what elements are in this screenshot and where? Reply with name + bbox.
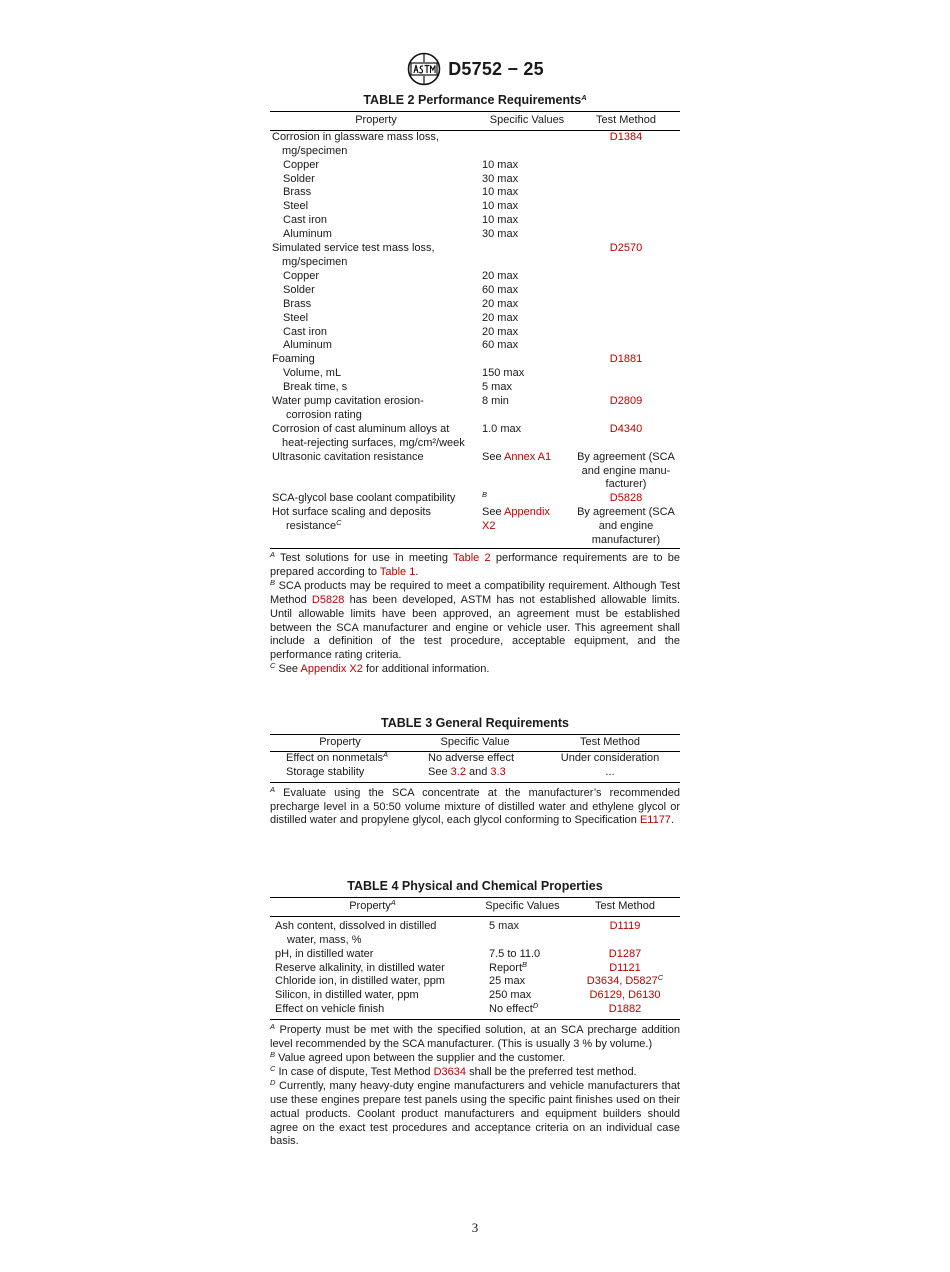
- table-row: Copper 10 max: [283, 158, 519, 171]
- table-row: Foaming D1881: [272, 353, 643, 366]
- table-row: Volume, mL 150 max: [283, 367, 525, 380]
- table-row: Steel 10 max: [283, 200, 519, 213]
- test-method-link[interactable]: D2809: [609, 395, 643, 408]
- table3-footnotes: [270, 784, 680, 829]
- col-header: Test Method: [570, 897, 680, 916]
- test-method-link[interactable]: D5827: [625, 975, 658, 988]
- table-row: Silicon, in distilled water, ppm 250 max D6129, D6130: [275, 989, 661, 1002]
- footnote: $^C$ See Appendix X2 for additional information.: [270, 661, 490, 676]
- test-method-link[interactable]: D6129: [589, 989, 622, 1002]
- section-3-2-link[interactable]: 3.2: [450, 765, 466, 778]
- table-row: pH, in distilled water 7.5 to 11.0 D1287: [275, 947, 642, 960]
- table-row: Solder 30 max: [283, 172, 519, 185]
- table-row: Chloride ion, in distilled water, ppm 25 max D3634, $D5827^C$: [275, 973, 664, 988]
- table-row: Brass 10 max: [283, 186, 519, 199]
- table-row: Brass 20 max: [283, 297, 519, 310]
- table-header-row: [270, 734, 680, 751]
- table-row: Reserve alkalinity, in distilled water Report$^B$ D1121: [275, 959, 641, 974]
- table4: [270, 897, 680, 1020]
- col-header: Specific Values: [482, 111, 572, 130]
- col-header: Test Method: [540, 734, 680, 751]
- table3-block: [270, 717, 680, 828]
- col-header: Specific Values: [475, 897, 570, 916]
- table1-link[interactable]: Table 1: [379, 565, 416, 578]
- table-row: Aluminum 30 max: [283, 228, 519, 241]
- table2: [270, 111, 680, 549]
- page-header: [0, 52, 950, 91]
- table-row: Effect on vehicle finish No effect$^D$ D1882: [270, 1003, 680, 1019]
- table-row: Break time, s 5 max: [283, 381, 512, 394]
- footnote: $^A$ Test solutions for use in meeting Table 2 performance requirements are to be prepared according to Table 1.: [270, 550, 680, 578]
- table-row: Solder 60 max: [283, 283, 519, 296]
- table-row: Steel 20 max: [283, 311, 519, 324]
- appendix-x2-link[interactable]: Appendix X2: [300, 663, 363, 676]
- appendix-x2-link[interactable]: Appendix: [504, 506, 550, 519]
- footnote: $^D$ Currently, many heavy-duty engine manufacturers and vehicle manufacturers that use these engines prepare test panels using the specific paint finishes used on their actual products. Coolant product manufacturers and equipment builders should agree on the exact test procedures and acceptance criteria on an individual case basis.: [270, 1077, 680, 1148]
- e1177-link[interactable]: E1177: [639, 814, 671, 827]
- footnote: $^A$ Property must be met with the specified solution, at an SCA precharge addition level recommended by the SCA manufacturer. (This is usually 3 % by volume.): [270, 1022, 680, 1051]
- table-row: Water pump cavitation erosion- corrosion rating 8 min D2809: [272, 395, 643, 421]
- annex-a1-link[interactable]: Annex A1: [504, 450, 552, 463]
- page-number: 3: [471, 1220, 479, 1235]
- section-3-3-link[interactable]: 3.3: [490, 765, 506, 778]
- document-designation: D5752 − 25: [448, 58, 544, 79]
- col-header: Property: [270, 111, 482, 130]
- test-method-link[interactable]: D1881: [609, 353, 643, 366]
- table-row: Ash content, dissolved in distilled water, mass, % 5 max D1119: [275, 919, 641, 946]
- footnote: $^A$ Evaluate using the SCA concentrate at the manufacturer’s recommended precharge level in a 50:50 volume mixture of distilled water and ethylene glycol or distilled water and propylene glycol, each glycol conforming to Specification E1177.: [270, 784, 680, 827]
- col-header: Test Method: [572, 111, 680, 130]
- table-row: Copper 20 max: [283, 269, 519, 282]
- d3634-link[interactable]: D3634: [433, 1065, 467, 1078]
- table4-block: [270, 880, 680, 1149]
- table4-footnotes: [270, 1024, 680, 1149]
- test-method-link[interactable]: D2570: [609, 242, 643, 255]
- table2-footnotes: [270, 552, 680, 677]
- test-method-link[interactable]: D1121: [609, 961, 641, 974]
- table2-block: [270, 94, 680, 677]
- table3: [270, 734, 680, 783]
- test-method-link[interactable]: D3634: [586, 975, 620, 988]
- test-method-link[interactable]: D4340: [609, 422, 643, 435]
- col-header: Property$^A$: [270, 897, 475, 916]
- table-row: SCA-glycol base coolant compatibility $^B$ D5828: [272, 490, 643, 505]
- footnote: $^B$ Value agreed upon between the supplier and the customer.: [270, 1049, 566, 1064]
- test-method-link[interactable]: D1119: [609, 919, 641, 932]
- table3-title: TABLE 3 General Requirements: [380, 716, 569, 730]
- table-row: Effect on nonmetals$^A$ No adverse effect Under consideration: [286, 749, 660, 764]
- table4-title: TABLE 4 Physical and Chemical Properties: [347, 879, 603, 893]
- footnote: $^B$ SCA products may be required to meet a compatibility requirement. Although Test Method D5828 has been developed, ASTM has not established allowable limits. Until allowable limits have been approved, an agreement must be established between the SCA manufacturer and engine or vehicle user. This agreement shall include a definition of the test procedure, acceptable equipment, and the performance rating criteria.: [270, 577, 680, 662]
- test-method-link[interactable]: D1287: [608, 947, 642, 960]
- col-header: Specific Value: [410, 734, 540, 751]
- table2-title: TABLE 2 Performance Requirements$^A$: [363, 93, 587, 107]
- table-header-row: [270, 897, 680, 916]
- table-row: Simulated service test mass loss, mg/specimen D2570: [272, 242, 643, 268]
- appendix-x2-link[interactable]: X2: [482, 520, 496, 533]
- col-header: Property: [270, 734, 410, 751]
- table2-link[interactable]: Table 2: [453, 552, 491, 564]
- table-row: Cast iron 10 max: [283, 214, 519, 227]
- test-method-link[interactable]: D6130: [628, 989, 661, 1002]
- test-method-link[interactable]: D5828: [609, 492, 643, 505]
- table-row: Corrosion of cast aluminum alloys at heat-rejecting surfaces, mg/cm²/week 1.0 max D4340: [272, 422, 643, 449]
- footnote: $^C$ In case of dispute, Test Method D3634 shall be the preferred test method.: [270, 1063, 637, 1078]
- table-row: Corrosion in glassware mass loss, mg/specimen D1384: [272, 130, 643, 157]
- table-row: Hot surface scaling and deposits resistance$^C$ See Appendix X2 By agreement (SCA and engine manufacturer): [270, 506, 680, 548]
- test-method-link[interactable]: D1384: [609, 130, 643, 143]
- table-row: Storage stability See 3.2 and 3.3 ...: [270, 766, 680, 782]
- table-row: Ultrasonic cavitation resistance See Annex A1 By agreement (SCA and engine manu- facturer): [272, 450, 675, 491]
- table-header-row: [270, 111, 680, 130]
- test-method-link[interactable]: D1882: [608, 1003, 642, 1016]
- table-row: Aluminum 60 max: [283, 339, 519, 352]
- d5828-link[interactable]: D5828: [311, 593, 345, 606]
- table-row: Cast iron 20 max: [283, 325, 519, 338]
- astm-logo-icon: [406, 52, 442, 86]
